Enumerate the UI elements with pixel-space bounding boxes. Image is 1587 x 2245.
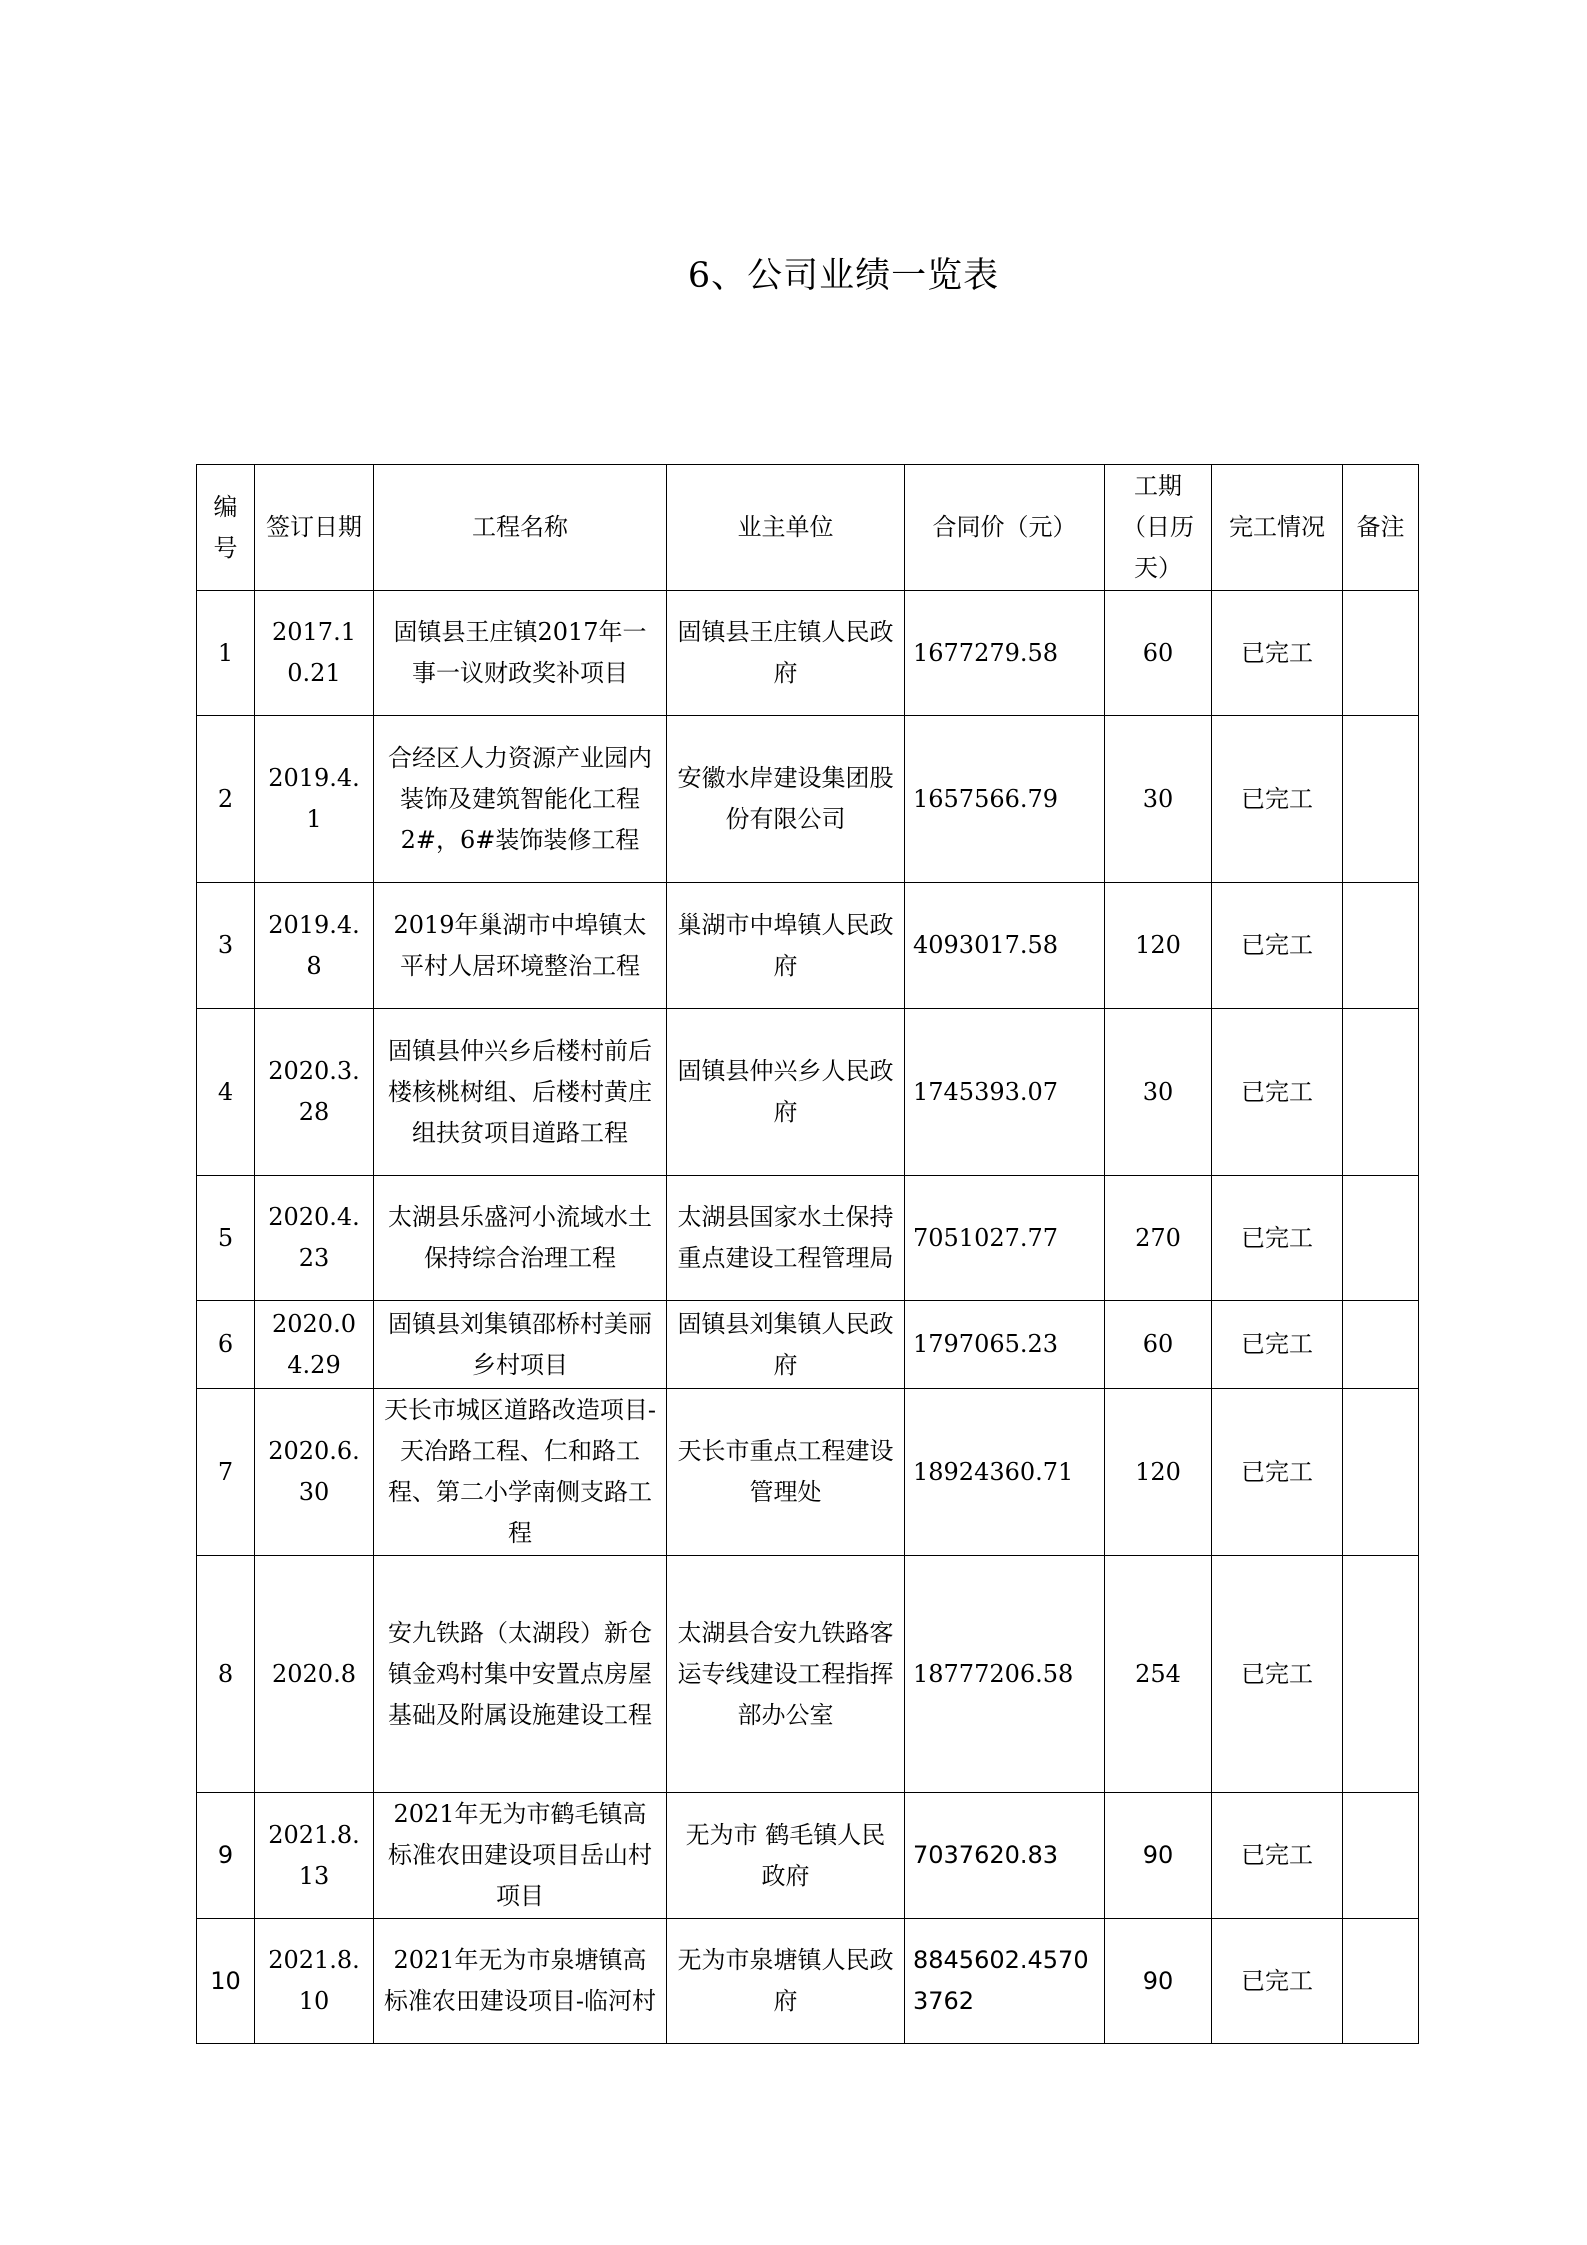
cell-status: 已完工: [1212, 591, 1343, 716]
cell-days: 30: [1105, 1009, 1212, 1176]
cell-owner: 巢湖市中埠镇人民政府: [667, 883, 905, 1009]
cell-days: 30: [1105, 716, 1212, 883]
cell-status: 已完工: [1212, 1556, 1343, 1793]
cell-status: 已完工: [1212, 1389, 1343, 1556]
cell-price: 4093017.58: [905, 883, 1105, 1009]
cell-date: 2020.6.30: [255, 1389, 374, 1556]
cell-owner: 安徽水岸建设集团股份有限公司: [667, 716, 905, 883]
cell-price: 1657566.79: [905, 716, 1105, 883]
cell-note: [1343, 1556, 1419, 1793]
cell-days: 270: [1105, 1176, 1212, 1301]
cell-name: 2021年无为市泉塘镇高标准农田建设项目-临河村: [374, 1919, 667, 2044]
cell-note: [1343, 1009, 1419, 1176]
cell-price: 18777206.58: [905, 1556, 1105, 1793]
cell-name: 固镇县王庄镇2017年一事一议财政奖补项目: [374, 591, 667, 716]
cell-no: 10: [197, 1919, 255, 2044]
cell-status: 已完工: [1212, 883, 1343, 1009]
cell-no: 5: [197, 1176, 255, 1301]
cell-status: 已完工: [1212, 1919, 1343, 2044]
cell-owner: 固镇县刘集镇人民政府: [667, 1301, 905, 1389]
cell-name: 2021年无为市鹤毛镇高标准农田建设项目岳山村项目: [374, 1793, 667, 1919]
header-price: 合同价（元）: [905, 465, 1105, 591]
cell-owner: 固镇县仲兴乡人民政府: [667, 1009, 905, 1176]
cell-owner: 天长市重点工程建设管理处: [667, 1389, 905, 1556]
header-status: 完工情况: [1212, 465, 1343, 591]
header-no: 编号: [197, 465, 255, 591]
table-row: [197, 716, 1419, 883]
cell-no: 9: [197, 1793, 255, 1919]
cell-status: 已完工: [1212, 1301, 1343, 1389]
cell-date: 2019.4.8: [255, 883, 374, 1009]
cell-price: 7051027.77: [905, 1176, 1105, 1301]
page-title: 6、公司业绩一览表: [687, 256, 1000, 296]
cell-note: [1343, 591, 1419, 716]
table-row: [197, 1176, 1419, 1301]
cell-note: [1343, 1793, 1419, 1919]
cell-note: [1343, 1176, 1419, 1301]
cell-date: 2017.10.21: [255, 591, 374, 716]
cell-date: 2020.3.28: [255, 1009, 374, 1176]
table-row: [197, 883, 1419, 1009]
cell-note: [1343, 1389, 1419, 1556]
cell-date: 2021.8.13: [255, 1793, 374, 1919]
cell-days: 60: [1105, 1301, 1212, 1389]
cell-name: 太湖县乐盛河小流域水土保持综合治理工程: [374, 1176, 667, 1301]
cell-note: [1343, 883, 1419, 1009]
cell-price: 8845602.45703762: [905, 1919, 1105, 2044]
header-name: 工程名称: [374, 465, 667, 591]
cell-owner: 太湖县国家水土保持重点建设工程管理局: [667, 1176, 905, 1301]
header-note: 备注: [1343, 465, 1419, 591]
table-row: [197, 591, 1419, 716]
cell-no: 4: [197, 1009, 255, 1176]
table-row: [197, 1556, 1419, 1793]
cell-note: [1343, 716, 1419, 883]
header-owner: 业主单位: [667, 465, 905, 591]
cell-name: 合经区人力资源产业园内装饰及建筑智能化工程2#，6#装饰装修工程: [374, 716, 667, 883]
cell-note: [1343, 1919, 1419, 2044]
cell-no: 7: [197, 1389, 255, 1556]
cell-status: 已完工: [1212, 1009, 1343, 1176]
cell-no: 1: [197, 591, 255, 716]
performance-table: [196, 464, 1419, 2044]
cell-name: 安九铁路（太湖段）新仓镇金鸡村集中安置点房屋基础及附属设施建设工程: [374, 1556, 667, 1793]
cell-date: 2020.04.29: [255, 1301, 374, 1389]
cell-no: 8: [197, 1556, 255, 1793]
table-row: [197, 1389, 1419, 1556]
cell-date: 2020.4.23: [255, 1176, 374, 1301]
cell-date: 2019.4.1: [255, 716, 374, 883]
cell-days: 120: [1105, 883, 1212, 1009]
table-row: [197, 1919, 1419, 2044]
cell-name: 天长市城区道路改造项目-天冶路工程、仁和路工程、第二小学南侧支路工程: [374, 1389, 667, 1556]
cell-days: 60: [1105, 591, 1212, 716]
cell-price: 1745393.07: [905, 1009, 1105, 1176]
cell-days: 90: [1105, 1793, 1212, 1919]
table-row: [197, 1009, 1419, 1176]
cell-price: 18924360.71: [905, 1389, 1105, 1556]
cell-days: 90: [1105, 1919, 1212, 2044]
cell-price: 7037620.83: [905, 1793, 1105, 1919]
cell-name: 固镇县刘集镇邵桥村美丽乡村项目: [374, 1301, 667, 1389]
cell-owner: 无为市泉塘镇人民政府: [667, 1919, 905, 2044]
cell-days: 120: [1105, 1389, 1212, 1556]
cell-status: 已完工: [1212, 1176, 1343, 1301]
cell-no: 2: [197, 716, 255, 883]
cell-no: 6: [197, 1301, 255, 1389]
cell-owner: 无为市 鹤毛镇人民政府: [667, 1793, 905, 1919]
cell-name: 固镇县仲兴乡后楼村前后楼核桃树组、后楼村黄庄组扶贫项目道路工程: [374, 1009, 667, 1176]
table-row: [197, 1301, 1419, 1389]
cell-owner: 太湖县合安九铁路客运专线建设工程指挥部办公室: [667, 1556, 905, 1793]
header-date: 签订日期: [255, 465, 374, 591]
table-row: [197, 1793, 1419, 1919]
cell-price: 1677279.58: [905, 591, 1105, 716]
cell-price: 1797065.23: [905, 1301, 1105, 1389]
cell-status: 已完工: [1212, 1793, 1343, 1919]
cell-owner: 固镇县王庄镇人民政府: [667, 591, 905, 716]
header-days: 工期（日历天）: [1105, 465, 1212, 591]
cell-days: 254: [1105, 1556, 1212, 1793]
cell-status: 已完工: [1212, 716, 1343, 883]
cell-no: 3: [197, 883, 255, 1009]
header-row: [197, 465, 1419, 591]
cell-note: [1343, 1301, 1419, 1389]
cell-name: 2019年巢湖市中埠镇太平村人居环境整治工程: [374, 883, 667, 1009]
cell-date: 2021.8.10: [255, 1919, 374, 2044]
cell-date: 2020.8: [255, 1556, 374, 1793]
